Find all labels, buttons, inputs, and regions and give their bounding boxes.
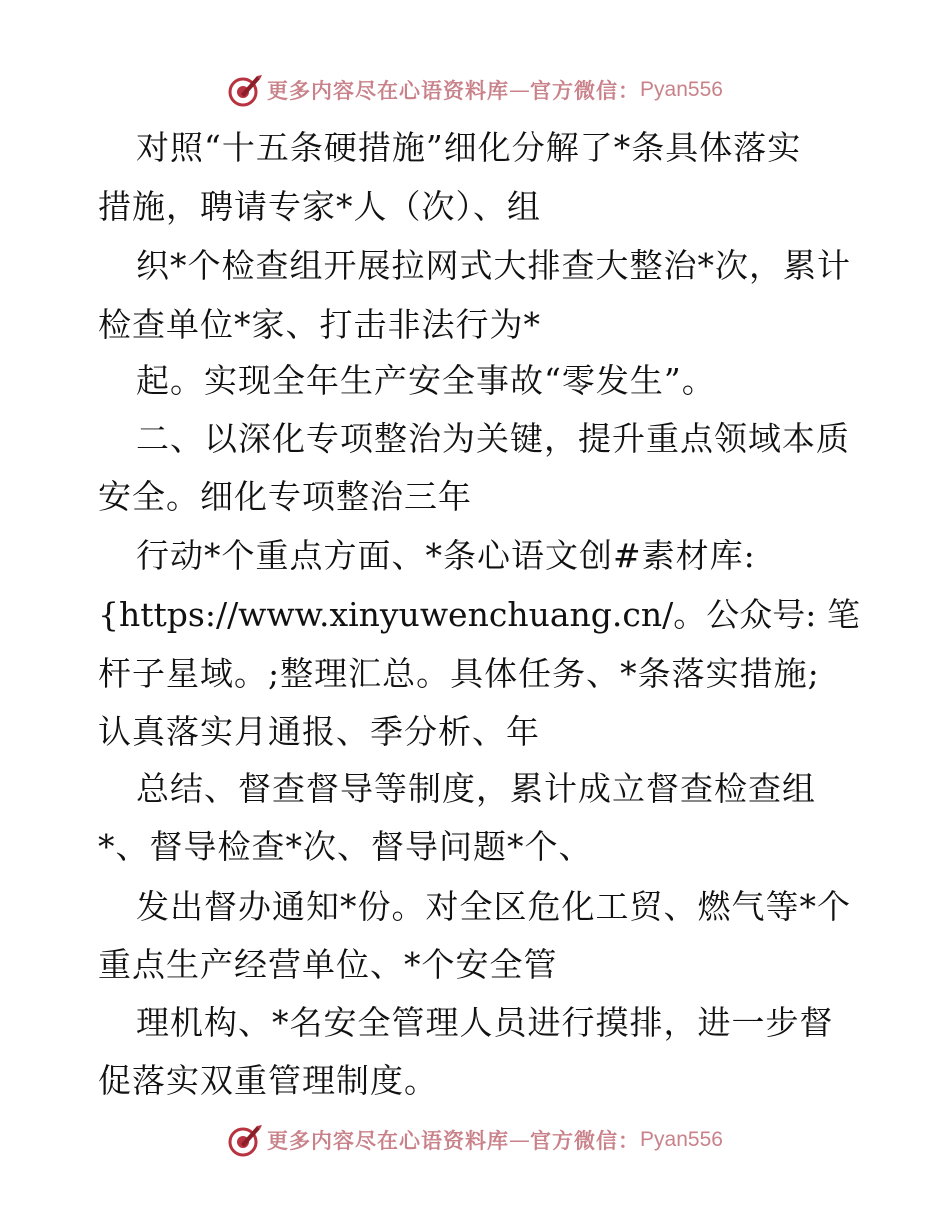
header-banner-wechat-id: Pyan556: [640, 78, 723, 101]
header-banner-separator: —: [509, 78, 531, 102]
body-line: 安全。细化专项整治三年: [98, 477, 472, 516]
body-line: 总结、督查督导等制度，累计成立督查检查组: [136, 769, 816, 808]
pen-logo-icon: [227, 1122, 263, 1158]
footer-banner-official: 官方微信：: [530, 1128, 641, 1153]
body-line: 措施，聘请专家*人（次）、组: [98, 187, 541, 226]
body-line: 发出督办通知*份。对全区危化工贸、燃气等*个: [136, 887, 851, 926]
body-line: 二、以深化专项整治为关键，提升重点领域本质: [136, 419, 850, 458]
body-line: 行动*个重点方面、*条心语文创#素材库:: [136, 536, 756, 575]
pen-logo-icon: [227, 72, 263, 108]
body-line: 重点生产经营单位、*个安全管: [98, 945, 558, 984]
footer-banner-wechat-id: Pyan556: [640, 1128, 723, 1151]
header-banner-official: 官方微信：: [530, 78, 641, 103]
body-line: 杆子星域。;整理汇总。具体任务、*条落实措施;: [98, 654, 820, 693]
body-line: 促落实双重管理制度。: [98, 1061, 438, 1100]
body-line: 对照“十五条硬措施”细化分解了*条具体落实: [136, 128, 802, 167]
body-line: {https://www.xinyuwenchuang.cn/。公众号: 笔: [98, 595, 860, 634]
body-line: *、督导检查*次、督导问题*个、: [98, 827, 593, 866]
body-line: 检查单位*家、打击非法行为*: [98, 305, 541, 344]
body-line: 织*个检查组开展拉网式大排查大整治*次，累计: [136, 246, 851, 285]
body-line: 起。实现全年生产安全事故“零发生”。: [136, 361, 716, 400]
footer-banner: [0, 1120, 950, 1160]
header-banner: [0, 70, 950, 110]
body-line: 认真落实月通报、季分析、年: [98, 712, 540, 751]
footer-banner-text: 更多内容尽在心语资料库: [267, 1128, 510, 1153]
footer-banner-separator: —: [509, 1128, 531, 1152]
header-banner-text: 更多内容尽在心语资料库: [267, 78, 510, 103]
body-line: 理机构、*名安全管理人员进行摸排，进一步督: [136, 1003, 834, 1042]
